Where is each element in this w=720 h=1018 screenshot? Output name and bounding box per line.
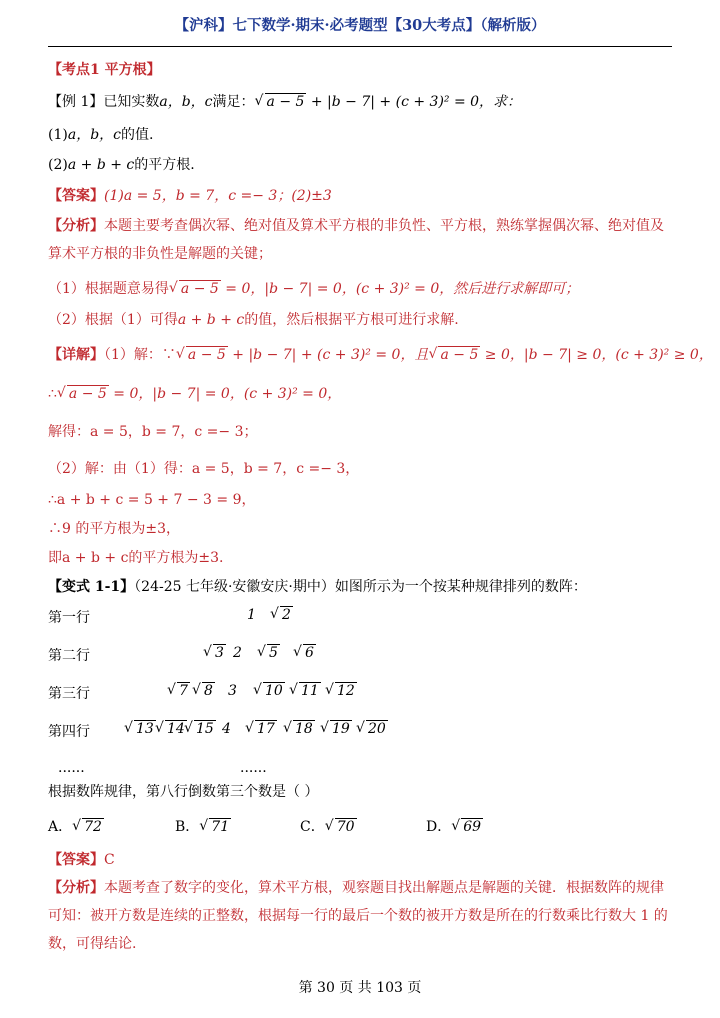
- document-header: 【沪科】七下数学·期末·必考题型【30大考点】（解析版）: [174, 17, 546, 34]
- detail-line-2: ∴√ a − 5 = 0，|b − 7| = 0，(c + 3)² = 0，: [48, 384, 676, 404]
- matrix-cell: √ 7: [167, 683, 190, 699]
- matrix-cell: √ 18: [283, 721, 315, 737]
- matrix-cell: √ 20: [356, 721, 388, 737]
- matrix-ellipsis-right: ......: [240, 760, 267, 776]
- matrix-cell: √ 15: [184, 721, 216, 737]
- matrix-cell: 2: [233, 645, 242, 661]
- matrix-row-label: 第一行: [48, 610, 90, 626]
- matrix-cell: √ 12: [325, 683, 357, 699]
- matrix-cell: 4: [222, 721, 231, 737]
- matrix-row-label: 第四行: [48, 724, 90, 740]
- answer-option: D．√ 69: [426, 816, 483, 836]
- matrix-ellipsis-left: ......: [58, 760, 85, 776]
- detail-line-1: 【详解】（1）解：∵√ a − 5 + |b − 7| + (c + 3)² = 0，且√ a − 5 ≥ 0，|b − 7| ≥ 0，(c + 3)² ≥ 0，: [48, 345, 676, 365]
- analysis-1-point-2: （2）根据（1）可得a + b + c的值，然后根据平方根可进行求解.: [48, 312, 459, 328]
- sqrt-expression: √ a − 5: [256, 92, 307, 112]
- variant-question: 根据数阵规律，第八行倒数第三个数是（ ）: [48, 784, 319, 800]
- detail-line-3: 解得：a = 5，b = 7，c =− 3；: [48, 424, 258, 440]
- answer-option: B．√ 71: [175, 816, 231, 836]
- matrix-cell: √ 19: [320, 721, 352, 737]
- answer-1: 【答案】(1)a = 5，b = 7，c =− 3；(2)±3: [48, 188, 332, 204]
- matrix-cell: √ 14: [155, 721, 187, 737]
- matrix-cell: √ 6: [293, 645, 316, 661]
- matrix-cell: √ 3: [203, 645, 226, 661]
- detail-line-7: 即a + b + c的平方根为±3.: [48, 550, 224, 566]
- matrix-cell: √ 11: [289, 683, 321, 699]
- matrix-cell: 3: [228, 683, 237, 699]
- variant-1-1-stem: 【变式 1-1】（24-25 七年级·安徽安庆·期中）如图所示为一个按某种规律排列的数阵：: [48, 579, 587, 595]
- answer-option: C．√ 70: [300, 816, 357, 836]
- matrix-cell: √ 5: [257, 645, 280, 661]
- matrix-cell: √ 10: [253, 683, 285, 699]
- section-title: 【考点1 平方根】: [48, 62, 161, 78]
- analysis-2: 【分析】本题考查了数字的变化，算术平方根，观察题目找出解题点是解题的关键．根据数阵的规律可知：被开方数是连续的正整数，根据每一行的最后一个数的被开方数是所在的行数乘比行数大 1 的数，可得结论.: [48, 880, 668, 952]
- matrix-cell: √ 8: [192, 683, 215, 699]
- matrix-cell: √ 2: [270, 607, 293, 623]
- example-1-question-2: (2)a + b + c的平方根.: [48, 157, 195, 173]
- header-divider: [48, 46, 672, 47]
- example-1-question-1: (1)a，b，c的值.: [48, 127, 154, 143]
- matrix-row-label: 第二行: [48, 648, 90, 664]
- answer-option: A．√ 72: [48, 816, 104, 836]
- analysis-1-point-1: （1）根据题意易得√ a − 5 = 0，|b − 7| = 0，(c + 3)² = 0，然后进行求解即可；: [48, 279, 676, 299]
- analysis-1: 【分析】本题主要考查偶次幂、绝对值及算术平方根的非负性、平方根，熟练掌握偶次幂、绝对值及算术平方根的非负性是解题的关键；: [48, 218, 664, 262]
- matrix-cell: 1: [247, 607, 256, 623]
- detail-line-6: ∴9 的平方根为±3，: [48, 521, 180, 537]
- matrix-cell: √ 13: [124, 721, 156, 737]
- detail-line-5: ∴a + b + c = 5 + 7 − 3 = 9，: [48, 492, 256, 508]
- answer-2: 【答案】C: [48, 852, 115, 868]
- page-number: 第 30 页 共 103 页: [298, 980, 422, 996]
- matrix-cell: √ 17: [245, 721, 277, 737]
- example-tag: 【例 1】: [48, 94, 104, 110]
- matrix-row-label: 第三行: [48, 686, 90, 702]
- detail-line-4: （2）解：由（1）得：a = 5，b = 7，c =− 3，: [48, 461, 360, 477]
- example-1-stem: 【例 1】已知实数a，b，c满足：√ a − 5 + |b − 7| + (c + 3)² = 0，求：: [48, 92, 676, 112]
